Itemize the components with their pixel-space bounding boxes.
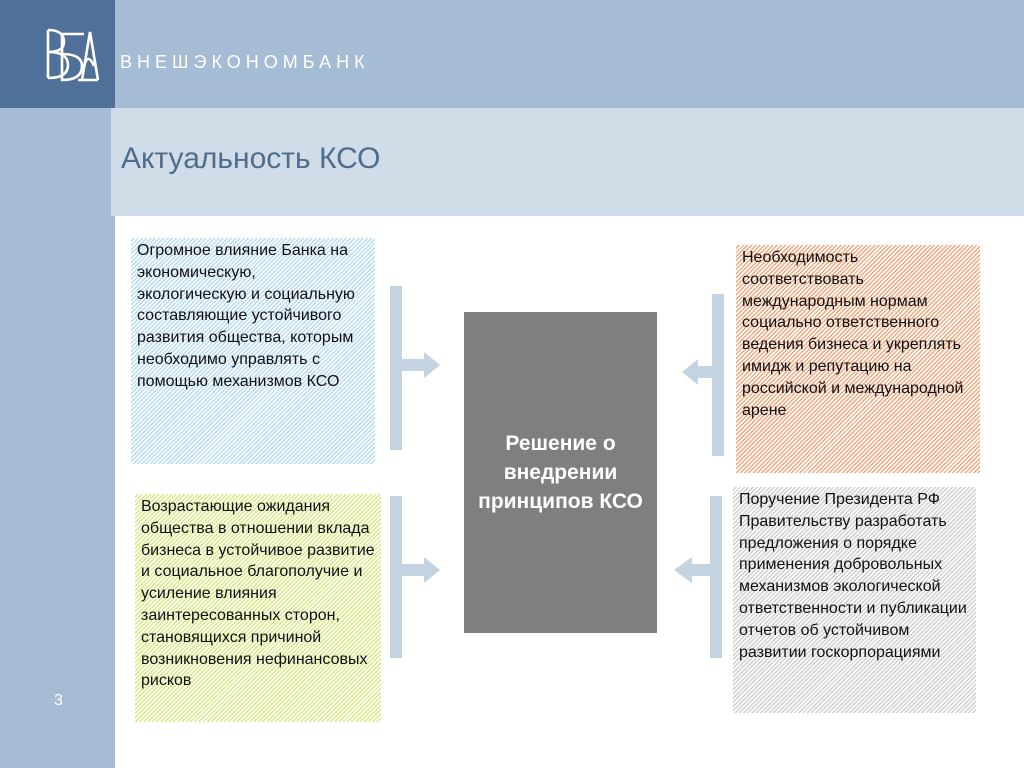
center-text: Решение о внедрении принципов КСО xyxy=(478,432,643,513)
arrow-left-icon xyxy=(682,359,698,385)
slide-title: Актуальность КСО xyxy=(121,142,381,175)
factor-box-bank-influence xyxy=(131,238,375,464)
connector-left-bottom xyxy=(388,496,442,658)
factor-text: Огромное влияние Банка на экономическую, экологическую и социальную составляющие устойчивого развития общества, которым необходимо управлять с помощью механизмов КСО xyxy=(137,242,355,390)
factor-text: Поручение Президента РФ Правительству разработать предложения о порядке применения добровольных механизмов экологической ответственности и публикации отчетов об устойчивом развитии госкорпорациями xyxy=(739,491,967,661)
factor-box-international-norms xyxy=(736,245,980,473)
factor-box-president-order xyxy=(733,487,976,713)
left-rail xyxy=(0,108,115,768)
page-number: 3 xyxy=(54,692,63,709)
arrow-left-icon xyxy=(674,557,692,583)
connector-right-top xyxy=(680,294,726,456)
factor-text: Необходимость соответствовать международным нормам социально ответственного ведения бизнеса и укреплять имидж и репутацию на российской и международной арене xyxy=(742,249,964,419)
arrow-right-icon xyxy=(424,352,440,378)
logo-panel xyxy=(0,0,115,108)
bank-name: ВНЕШЭКОНОМБАНК xyxy=(120,52,370,72)
connector-left-top xyxy=(388,286,442,450)
connector-right-bottom xyxy=(672,496,724,658)
factor-text: Возрастающие ожидания общества в отношении вклада бизнеса в устойчивое развитие и социальное благополучие и усиление влияния заинтересованных сторон, становящихся причиной возникновения нефинансовых рисков xyxy=(141,498,375,690)
factor-box-society-expectations xyxy=(135,494,381,722)
veb-logo-icon xyxy=(38,22,108,88)
arrow-right-icon xyxy=(424,557,440,583)
center-decision-box xyxy=(464,312,657,633)
